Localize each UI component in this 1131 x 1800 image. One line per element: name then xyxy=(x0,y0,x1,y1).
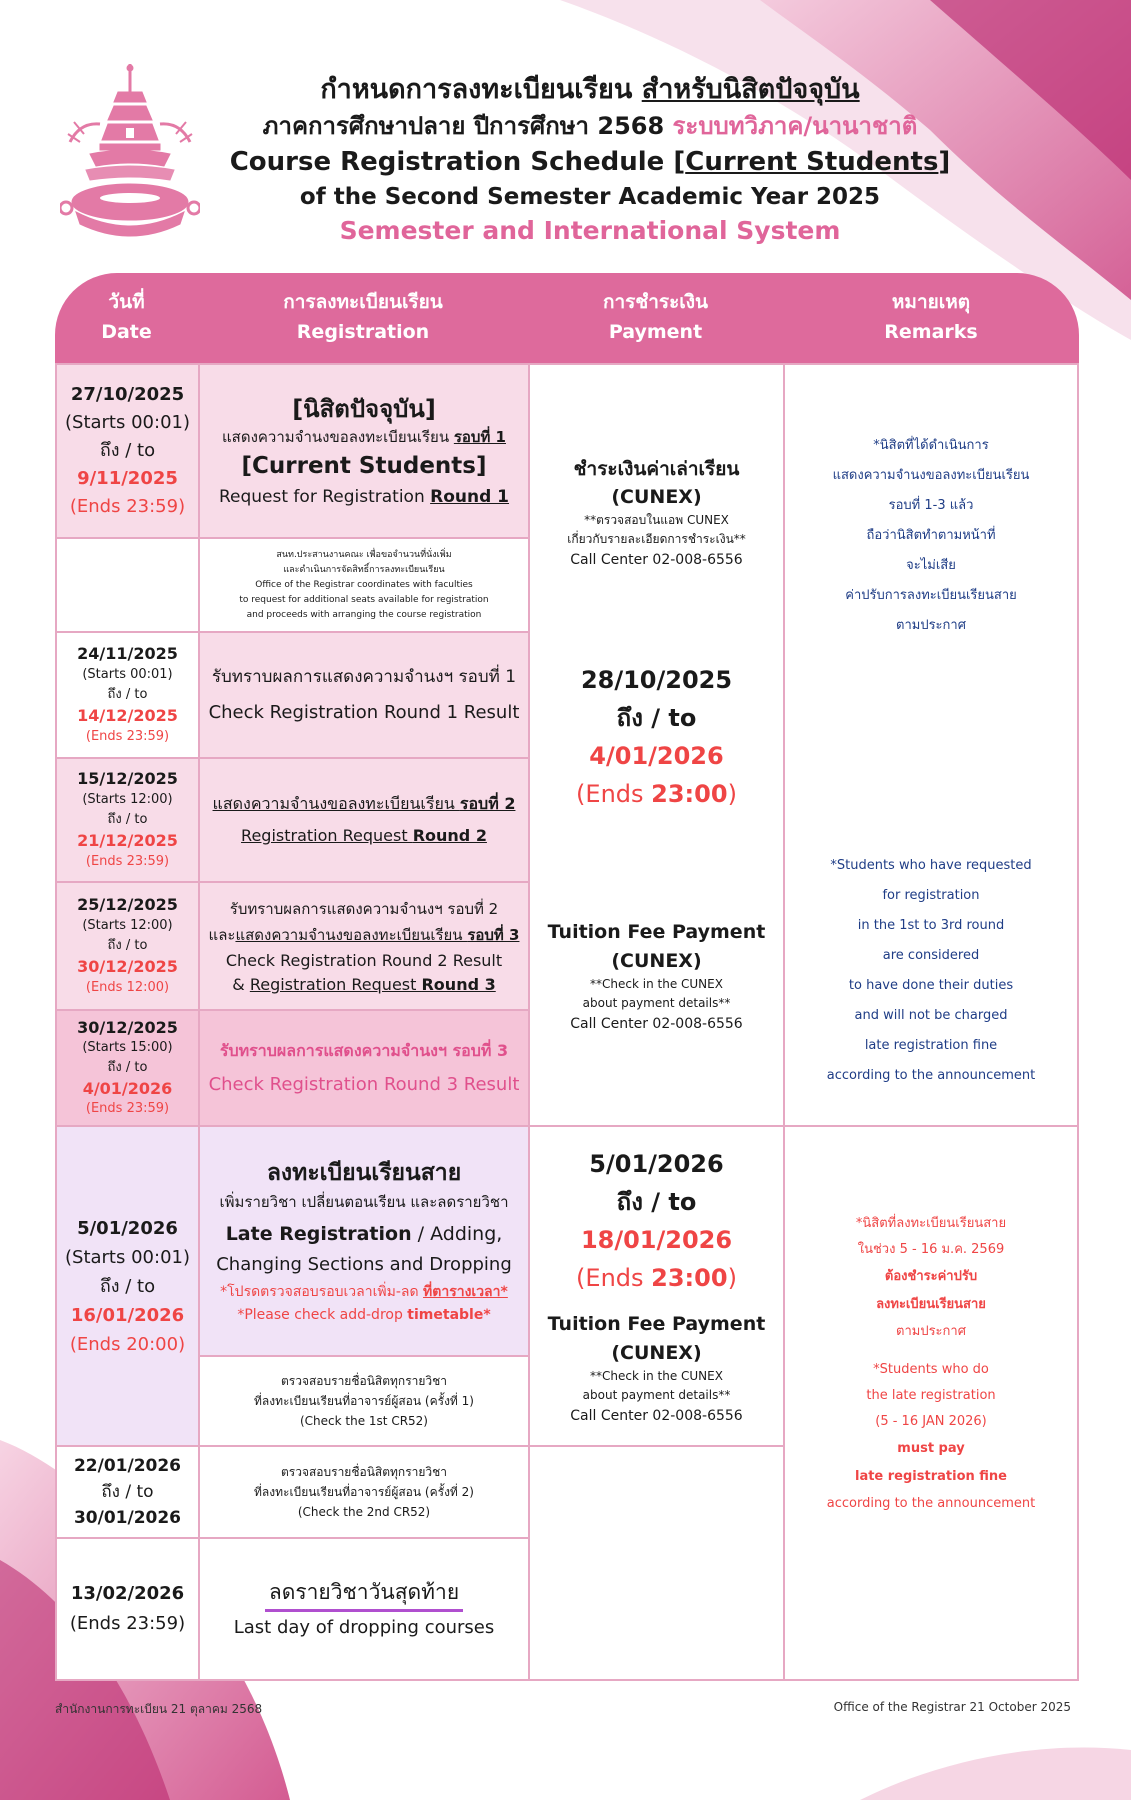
chulalongkorn-crest-icon xyxy=(60,62,200,242)
system-label: Semester and International System xyxy=(339,216,841,245)
registration-cell: แสดงความจำนงขอลงทะเบียนเรียน รอบที่ 2 Registration Request Round 2 xyxy=(198,757,530,883)
date-cell: 27/10/2025 (Starts 00:01) ถึง / to 9/11/2025 (Ends 23:59) xyxy=(55,363,200,539)
footer-left: สำนักงานการทะเบียน 21 ตุลาคม 2568 xyxy=(55,1702,263,1716)
subtitle-thai: ภาคการศึกษาปลาย ปีการศึกษา 2568 ระบบทวิภาค/นานาชาติ xyxy=(262,112,918,140)
remarks-cell: *นิสิตที่ลงทะเบียนเรียนสาย ในช่วง 5 - 16 ม.ค. 2569 ต้องชำระค่าปรับ ลงทะเบียนเรียนสาย ตามประกาศ *Students who do the late registration (5 - 16 JAN 2026) must pay late registration fine according to the announcement xyxy=(783,1125,1079,1681)
column-header-date: วันที่ Date xyxy=(101,291,152,343)
subtitle-english: of the Second Semester Academic Year 2025 xyxy=(299,184,881,210)
title-thai: กำหนดการลงทะเบียนเรียน สำหรับนิสิตปัจจุบัน xyxy=(320,74,860,105)
column-header-payment: การชำระเงิน Payment xyxy=(602,291,709,343)
corner-swoosh-bottom-right xyxy=(860,1747,1131,1800)
document-header xyxy=(200,72,980,248)
registration-cell: รับทราบผลการแสดงความจำนงฯ รอบที่ 3 Check Registration Round 3 Result xyxy=(198,1009,530,1127)
registration-cell: ตรวจสอบรายชื่อนิสิตทุกรายวิชา ที่ลงทะเบียนเรียนที่อาจารย์ผู้สอน (ครั้งที่ 1) (Check the 1st CR52) xyxy=(198,1355,530,1447)
date-cell: 30/12/2025 (Starts 15:00) ถึง / to 4/01/2026 (Ends 23:59) xyxy=(55,1009,200,1127)
payment-cell-empty xyxy=(528,1445,785,1681)
footer-right: Office of the Registrar 21 October 2025 xyxy=(833,1700,1071,1714)
column-header-registration: การลงทะเบียนเรียน Registration xyxy=(283,291,443,343)
registration-cell: [นิสิตปัจจุบัน] แสดงความจำนงขอลงทะเบียนเรียน รอบที่ 1 [Current Students] Request for Registration Round 1 xyxy=(198,363,530,539)
date-cell-empty xyxy=(55,537,200,633)
payment-cell: 5/01/2026 ถึง / to 18/01/2026 (Ends 23:00) Tuition Fee Payment (CUNEX) **Check in the CUNEX about payment details** Call Center 02-008-6556 xyxy=(528,1125,785,1447)
date-cell: 25/12/2025 (Starts 12:00) ถึง / to 30/12/2025 (Ends 12:00) xyxy=(55,881,200,1011)
date-cell: 13/02/2026 (Ends 23:59) xyxy=(55,1537,200,1681)
date-cell: 15/12/2025 (Starts 12:00) ถึง / to 21/12/2025 (Ends 23:59) xyxy=(55,757,200,883)
registration-cell: ตรวจสอบรายชื่อนิสิตทุกรายวิชา ที่ลงทะเบียนเรียนที่อาจารย์ผู้สอน (ครั้งที่ 2) (Check the 2nd CR52) xyxy=(198,1445,530,1539)
registration-cell: รับทราบผลการแสดงความจำนงฯ รอบที่ 2 และแสดงความจำนงขอลงทะเบียนเรียน รอบที่ 3 Check Registration Round 2 Result & Registration Request Round 3 xyxy=(198,881,530,1011)
date-cell: 24/11/2025 (Starts 00:01) ถึง / to 14/12/2025 (Ends 23:59) xyxy=(55,631,200,759)
registration-cell: ลงทะเบียนเรียนสาย เพิ่มรายวิชา เปลี่ยนตอนเรียน และลดรายวิชา Late Registration / Adding, Changing Sections and Dropping *โปรดตรวจสอบรอบเวลาเพิ่ม-ลด ที่ตารางเวลา* *Please check add-drop timetable* xyxy=(198,1125,530,1357)
date-cell: 22/01/2026 ถึง / to 30/01/2026 xyxy=(55,1445,200,1539)
title-english: Course Registration Schedule [Current Students] xyxy=(229,147,951,177)
registration-note-cell: สนท.ประสานงานคณะ เพื่อขอจำนวนที่นั่งเพิ่ม และดำเนินการจัดสิทธิ์การลงทะเบียนเรียน Office of the Registrar coordinates with faculties to request for additional seats available for registration and proceeds with arranging the course registration xyxy=(198,537,530,633)
registration-cell: รับทราบผลการแสดงความจำนงฯ รอบที่ 1 Check Registration Round 1 Result xyxy=(198,631,530,759)
schedule-table xyxy=(55,273,1079,1681)
remarks-cell: *นิสิตที่ได้ดำเนินการ แสดงความจำนงขอลงทะเบียนเรียน รอบที่ 1-3 แล้ว ถือว่านิสิตทำตามหน้าที่ จะไม่เสีย ค่าปรับการลงทะเบียนเรียนสาย ตามประกาศ *Students who have requested for registration in the 1st to 3rd round are considered to have done their duties and will not be charged late registration fine according to the announcement xyxy=(783,363,1079,1127)
payment-cell: ชำระเงินค่าเล่าเรียน (CUNEX) **ตรวจสอบในแอพ CUNEX เกี่ยวกับรายละเอียดการชำระเงิน** Call Center 02-008-6556 28/10/2025 ถึง / to 4/01/2026 (Ends 23:00) Tuition Fee Payment (CUNEX) **Check in the CUNEX about payment details** Call Center 02-008-6556 xyxy=(528,363,785,1127)
column-header-remarks: หมายเหตุ Remarks xyxy=(884,291,978,343)
date-cell: 5/01/2026 (Starts 00:01) ถึง / to 16/01/2026 (Ends 20:00) xyxy=(55,1125,200,1447)
registration-cell: ลดรายวิชาวันสุดท้าย Last day of dropping courses xyxy=(198,1537,530,1681)
